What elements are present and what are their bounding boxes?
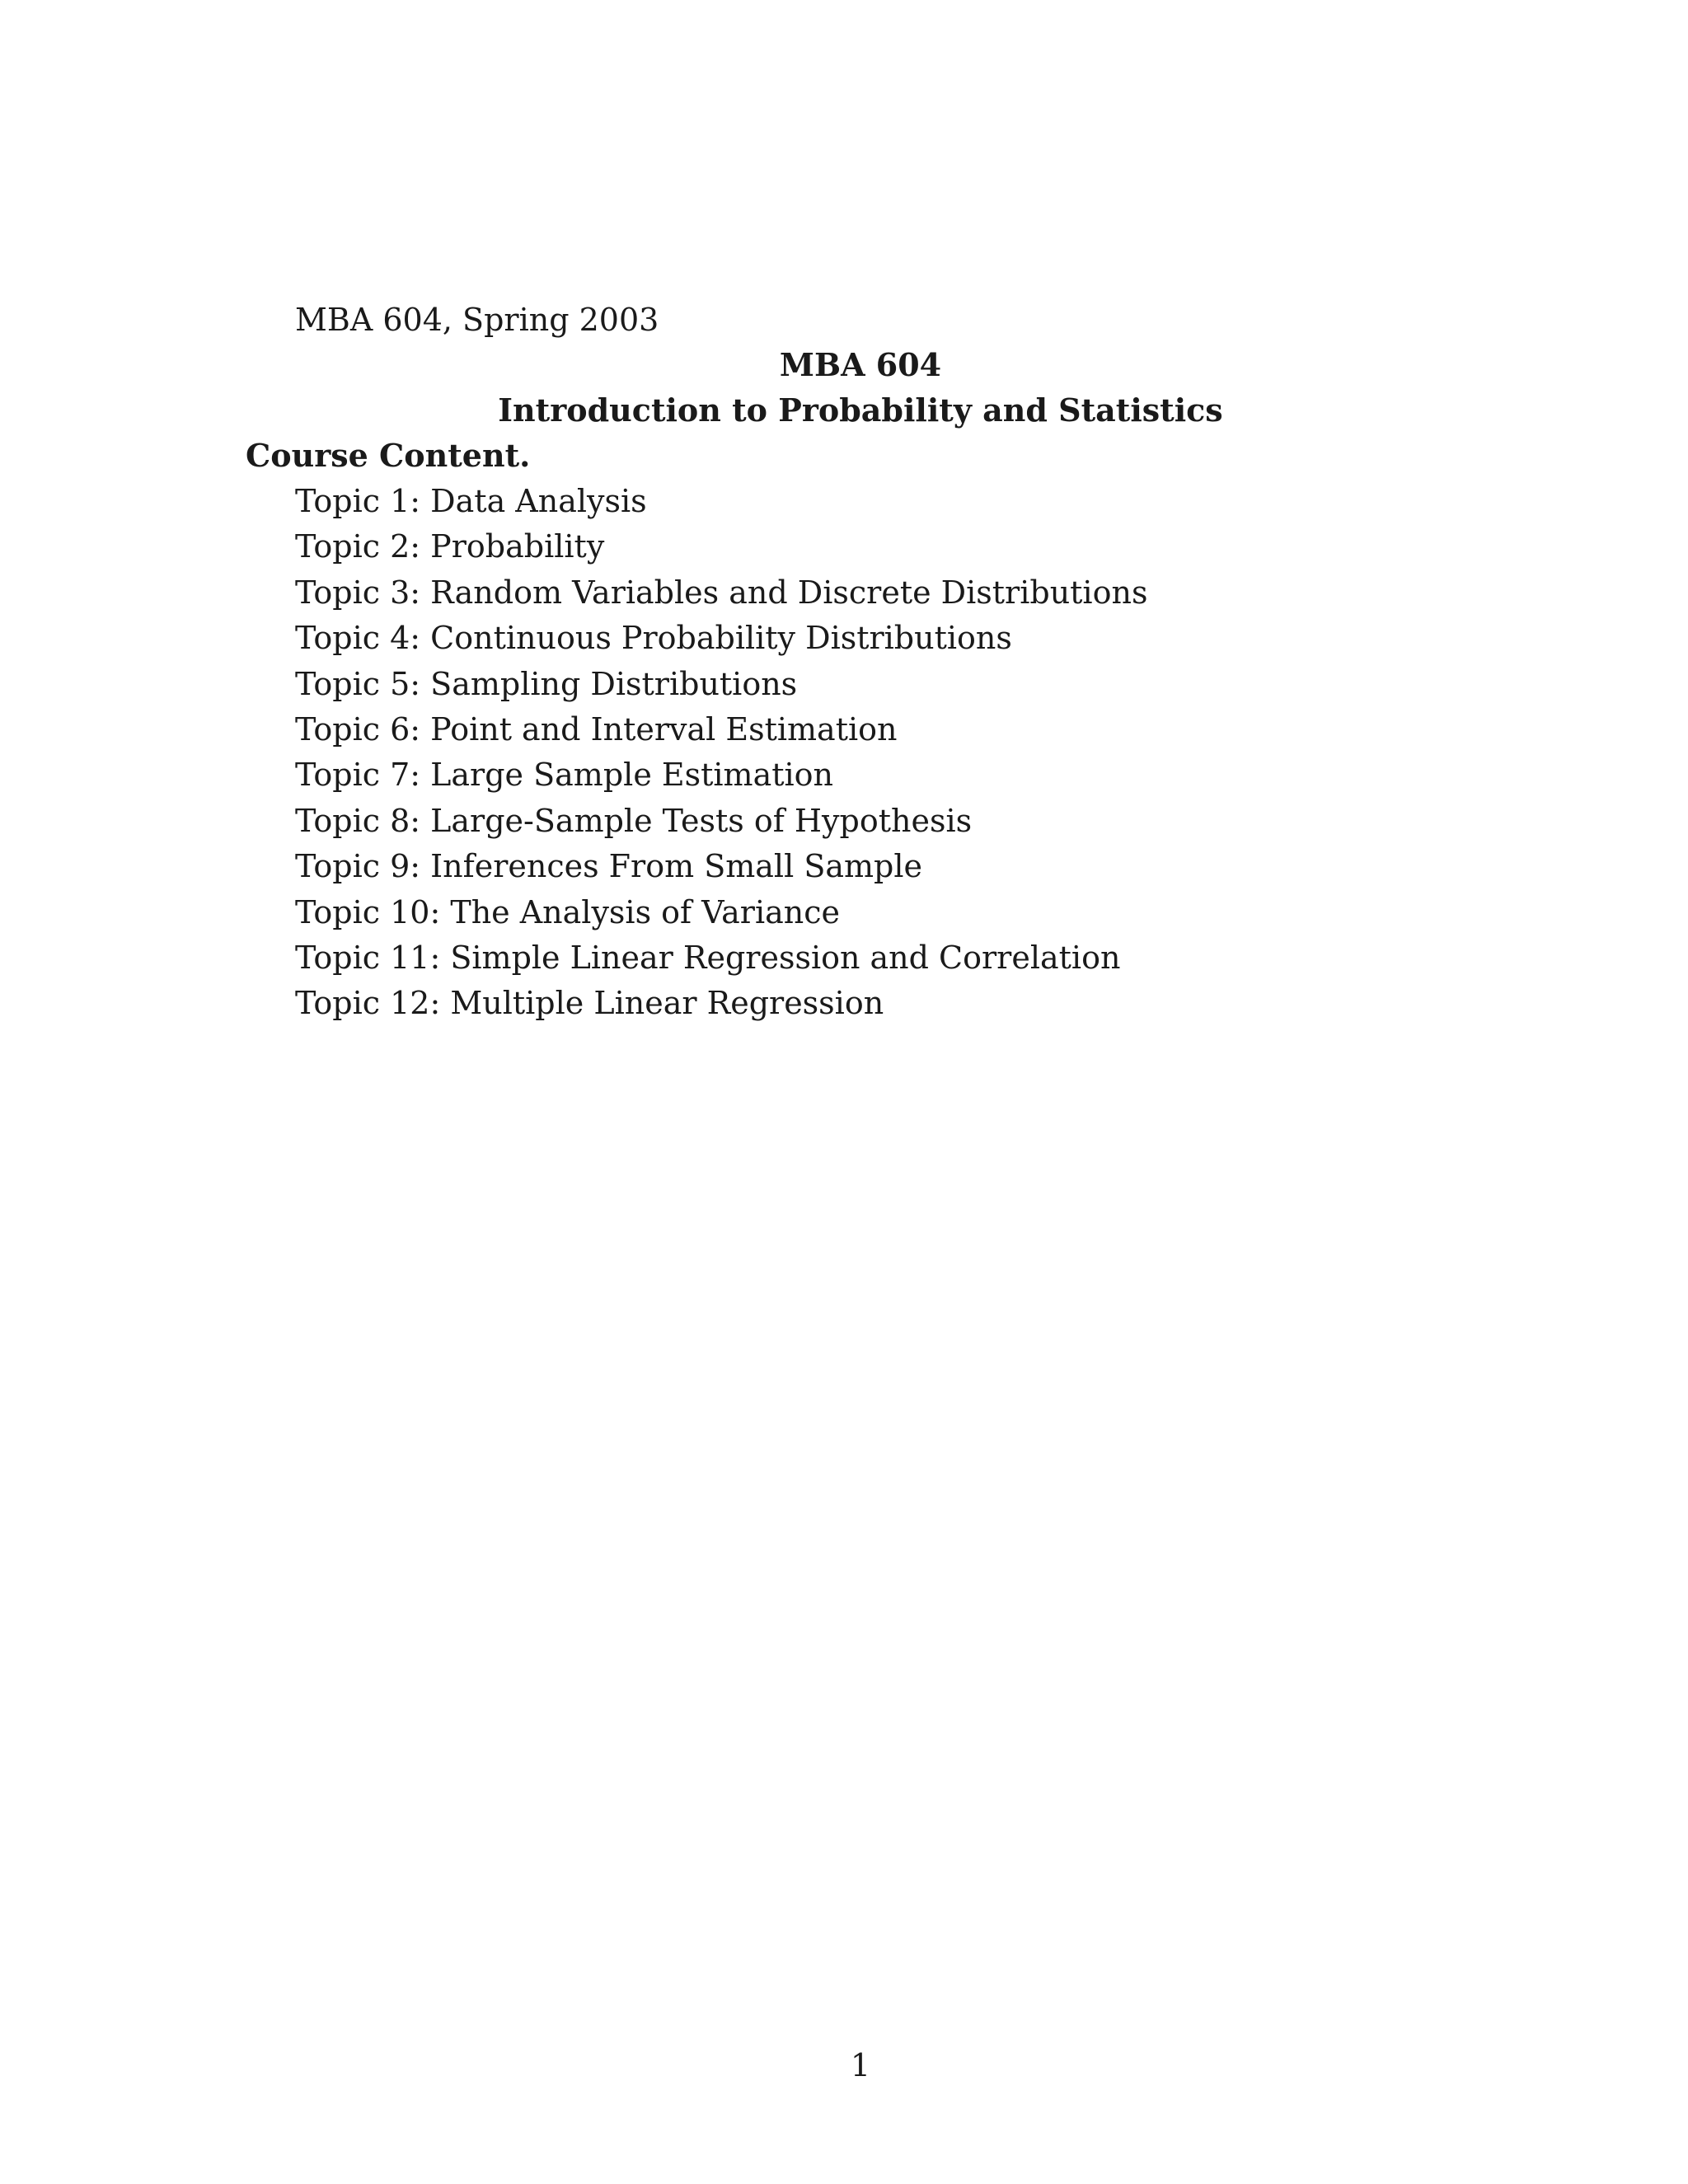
running-header: MBA 604, Spring 2003	[295, 302, 659, 338]
page-number: 1	[850, 2047, 871, 2083]
topic-item: Topic 9: Inferences From Small Sample	[295, 848, 923, 885]
topic-item: Topic 11: Simple Linear Regression and Correlation	[295, 939, 1121, 976]
course-name-title: Introduction to Probability and Statistics	[498, 391, 1223, 429]
topic-item: Topic 4: Continuous Probability Distributions	[295, 620, 1012, 657]
topic-item: Topic 12: Multiple Linear Regression	[295, 985, 884, 1022]
topic-item: Topic 3: Random Variables and Discrete Distributions	[295, 574, 1148, 611]
topic-item: Topic 1: Data Analysis	[295, 483, 647, 519]
course-content-heading: Course Content.	[246, 437, 531, 474]
topic-item: Topic 7: Large Sample Estimation	[295, 757, 834, 794]
topic-item: Topic 6: Point and Interval Estimation	[295, 710, 898, 748]
topic-item: Topic 2: Probability	[295, 528, 605, 565]
topic-list	[295, 479, 1147, 1027]
topic-item: Topic 10: The Analysis of Variance	[295, 893, 841, 930]
topic-item: Topic 8: Large-Sample Tests of Hypothesis	[295, 802, 973, 839]
topic-item: Topic 5: Sampling Distributions	[295, 665, 798, 702]
course-code-title: MBA 604	[779, 346, 942, 383]
